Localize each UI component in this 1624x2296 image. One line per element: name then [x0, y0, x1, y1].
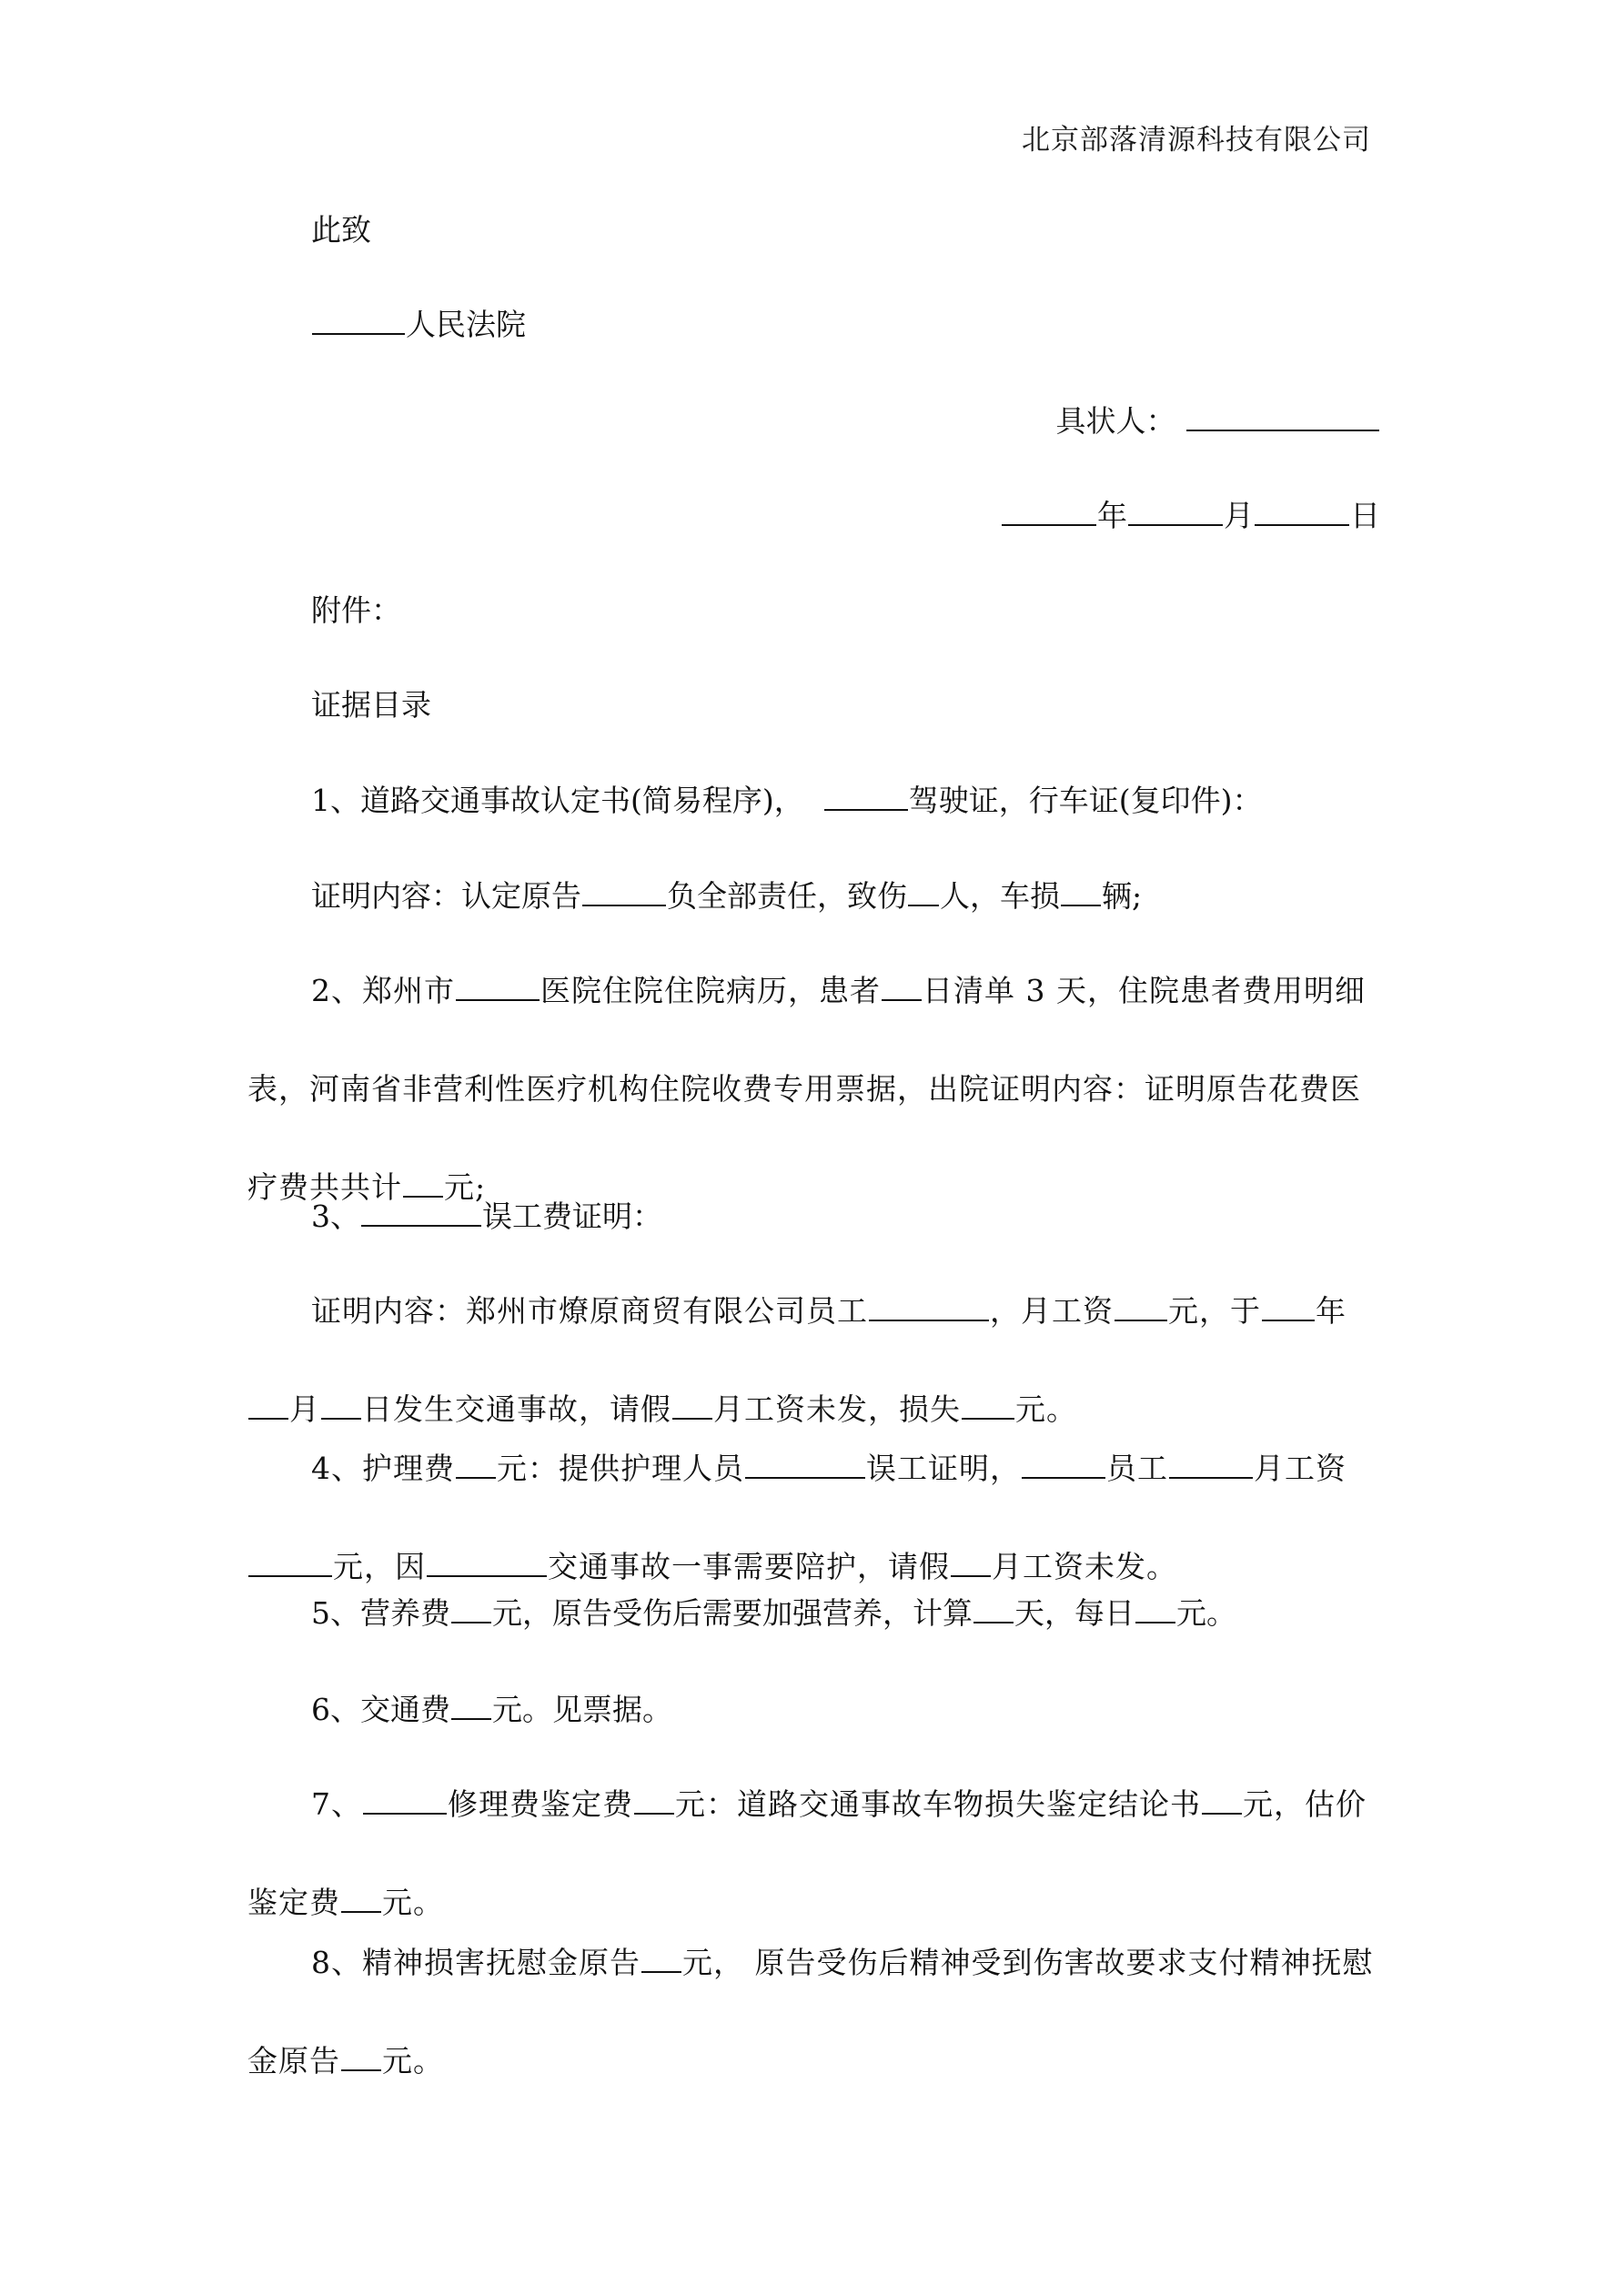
attachment-label: 附件：	[311, 592, 401, 628]
item-text: 年	[1316, 1293, 1347, 1329]
item-text: 元，原告受伤后需要加强营养，计算	[492, 1595, 973, 1631]
item-blank[interactable]	[451, 1691, 491, 1720]
item-text: 6、交通费	[311, 1692, 450, 1727]
item-text: 元;	[444, 1169, 487, 1205]
item-text: 元：道路交通事故车物损失鉴定结论书	[675, 1786, 1201, 1822]
plaintiff-line	[1056, 397, 1381, 446]
item-blank[interactable]	[248, 1548, 332, 1577]
item-blank[interactable]	[321, 1391, 361, 1420]
item-blank[interactable]	[745, 1450, 865, 1479]
item-text: 人，车损	[940, 878, 1060, 914]
month-label: 月	[1224, 498, 1254, 533]
item-text: 元，因	[333, 1549, 426, 1584]
item-text: 月	[289, 1391, 320, 1427]
item-blank[interactable]	[634, 1785, 674, 1815]
item-text: 元。	[1015, 1391, 1077, 1427]
item-text: 元，估价鉴定费	[247, 1786, 1367, 1920]
item-text: 日发生交通事故，请假	[362, 1391, 671, 1427]
item-blank[interactable]	[973, 1594, 1014, 1623]
item-text: 元。	[382, 2043, 444, 2079]
day-label: 日	[1350, 498, 1380, 533]
item-blank[interactable]	[363, 1785, 447, 1815]
item-text: 月工资未发，损失	[713, 1391, 961, 1427]
year-blank[interactable]	[1002, 497, 1096, 526]
item-text: 医院住院住院病历，患者	[540, 973, 881, 1008]
item-text: 元。	[382, 1885, 444, 1920]
item-text: 证明内容：认定原告	[311, 878, 581, 914]
item-text: 误工费证明：	[482, 1199, 662, 1234]
item-blank[interactable]	[869, 1292, 989, 1321]
evidence-item-5	[311, 1589, 1236, 1638]
item-blank[interactable]	[908, 877, 939, 906]
item-text: 交通事故一事需要陪护，请假	[548, 1549, 950, 1584]
salutation: 此致	[311, 212, 371, 248]
plaintiff-label: 具状人：	[1055, 403, 1176, 439]
item-text: 2、郑州市	[311, 973, 455, 1008]
item-text: 月工资	[1254, 1451, 1347, 1486]
item-blank[interactable]	[456, 1450, 496, 1479]
item-blank[interactable]	[451, 1594, 491, 1623]
item-text: 辆;	[1102, 878, 1143, 914]
item-text: 证明内容：郑州市燎原商贸有限公司员工	[311, 1293, 868, 1329]
item-text: 日清单 3 天，住院患者费用明细表，河南省非营利性医疗机构住院收费专用票据，出院证明内容：证明原告花费医疗费共共计	[247, 973, 1366, 1205]
court-suffix: 人民法院	[406, 307, 526, 342]
evidence-item-6	[311, 1685, 672, 1735]
item-blank[interactable]	[582, 877, 666, 906]
item-text: 1、道路交通事故认定书(简易程序)，	[311, 783, 823, 818]
item-blank[interactable]	[1169, 1450, 1253, 1479]
item-blank[interactable]	[248, 1391, 288, 1420]
item-blank[interactable]	[456, 972, 540, 1001]
item-blank[interactable]	[1135, 1594, 1175, 1623]
court-name-blank[interactable]	[312, 306, 405, 335]
evidence-item-1-proof	[311, 872, 1142, 921]
item-text: 月工资未发。	[992, 1549, 1177, 1584]
item-blank[interactable]	[672, 1391, 712, 1420]
item-text: 元。见票据。	[492, 1692, 672, 1727]
item-text: 7、	[311, 1786, 362, 1822]
item-blank[interactable]	[951, 1548, 991, 1577]
item-blank[interactable]	[1115, 1292, 1167, 1321]
item-text: 修理费鉴定费	[448, 1786, 633, 1822]
item-text: 8、精神损害抚慰金原告	[311, 1945, 641, 1980]
evidence-item-4	[247, 1420, 1380, 1616]
item-blank[interactable]	[641, 1944, 681, 1973]
item-blank[interactable]	[1061, 877, 1101, 906]
item-blank[interactable]	[341, 1884, 381, 1913]
evidence-item-1	[311, 776, 1262, 825]
day-blank[interactable]	[1255, 497, 1349, 526]
item-text: 天，每日	[1014, 1595, 1135, 1631]
item-blank[interactable]	[427, 1548, 547, 1577]
item-text: 元，于	[1168, 1293, 1261, 1329]
plaintiff-blank[interactable]	[1186, 402, 1379, 431]
item-text: 驾驶证，行车证(复印件)：	[908, 783, 1263, 818]
item-blank[interactable]	[824, 782, 908, 811]
item-text: 员工	[1106, 1451, 1168, 1486]
date-line	[1001, 491, 1380, 541]
month-blank[interactable]	[1128, 497, 1223, 526]
item-blank[interactable]	[962, 1391, 1014, 1420]
item-text: 5、营养费	[311, 1595, 450, 1631]
evidence-title: 证据目录	[311, 687, 431, 723]
item-text: 元， 原告受伤后精神受到伤害故要求支付精神抚慰金原告	[247, 1945, 1374, 2079]
item-blank[interactable]	[1202, 1785, 1242, 1815]
item-blank[interactable]	[1262, 1292, 1315, 1321]
item-blank[interactable]	[882, 972, 922, 1001]
company-header: 北京部落清源科技有限公司	[1022, 124, 1371, 157]
item-text: 负全部责任，致伤	[667, 878, 907, 914]
item-text: 元：提供护理人员	[497, 1451, 744, 1486]
item-text: ，月工资	[990, 1293, 1114, 1329]
year-label: 年	[1097, 498, 1127, 533]
item-text: 3、	[311, 1199, 360, 1234]
court-line	[311, 300, 526, 349]
evidence-item-8	[247, 1914, 1380, 2110]
item-blank[interactable]	[341, 2042, 381, 2071]
item-text: 4、护理费	[311, 1451, 455, 1486]
item-blank[interactable]	[1022, 1450, 1105, 1479]
evidence-item-3	[311, 1192, 662, 1241]
item-blank[interactable]	[361, 1198, 481, 1227]
item-text: 元。	[1176, 1595, 1236, 1631]
item-text: 误工证明，	[866, 1451, 1021, 1486]
